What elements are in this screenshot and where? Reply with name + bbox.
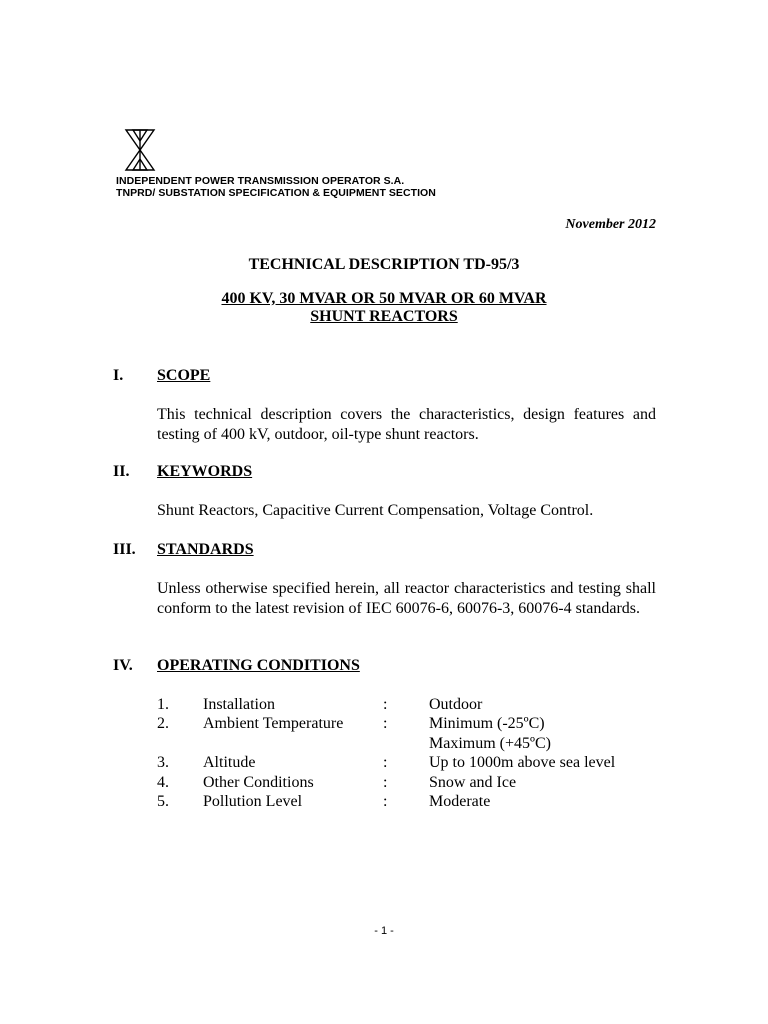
condition-value: Minimum (-25ºC) bbox=[429, 715, 545, 732]
condition-number: 3. bbox=[157, 754, 169, 771]
section-number: III. bbox=[113, 541, 136, 558]
condition-number: 4. bbox=[157, 774, 169, 791]
condition-value: Snow and Ice bbox=[429, 774, 517, 791]
condition-label: Ambient Temperature bbox=[203, 715, 344, 732]
section-number: IV. bbox=[113, 657, 133, 674]
condition-number: 2. bbox=[157, 715, 169, 732]
section-heading-operating-conditions: OPERATING CONDITIONS bbox=[157, 657, 360, 674]
condition-number: 1. bbox=[157, 696, 169, 713]
condition-value: Outdoor bbox=[429, 696, 483, 713]
condition-number: 5. bbox=[157, 793, 169, 810]
condition-value: Up to 1000m above sea level bbox=[429, 754, 616, 771]
section-number: I. bbox=[113, 367, 124, 384]
section-name: TNPRD/ SUBSTATION SPECIFICATION & EQUIPMENT SECTION bbox=[116, 187, 436, 199]
condition-separator: : bbox=[383, 774, 388, 791]
condition-label: Altitude bbox=[203, 754, 256, 771]
document-subtitle-line2: SHUNT REACTORS bbox=[310, 308, 458, 325]
document-subtitle-line1: 400 KV, 30 MVAR OR 50 MVAR OR 60 MVAR bbox=[221, 290, 547, 307]
section-heading-scope: SCOPE bbox=[157, 367, 211, 384]
condition-label: Installation bbox=[203, 696, 275, 713]
condition-separator: : bbox=[383, 715, 388, 732]
condition-label: Pollution Level bbox=[203, 793, 303, 810]
section-number: II. bbox=[113, 463, 130, 480]
condition-separator: : bbox=[383, 754, 388, 771]
condition-value: Maximum (+45ºC) bbox=[429, 735, 551, 752]
document-date: November 2012 bbox=[565, 217, 656, 232]
condition-separator: : bbox=[383, 793, 388, 810]
condition-separator: : bbox=[383, 696, 388, 713]
section-body-keywords: Shunt Reactors, Capacitive Current Compensation, Voltage Control. bbox=[157, 502, 594, 519]
condition-label: Other Conditions bbox=[203, 774, 314, 791]
organization-name: INDEPENDENT POWER TRANSMISSION OPERATOR S.A. bbox=[116, 175, 405, 187]
ipto-logo-icon bbox=[124, 128, 156, 172]
section-heading-standards: STANDARDS bbox=[157, 541, 254, 558]
section-body-scope: This technical description covers the characteristics, design features and testing of 400 kV, outdoor, oil-type shunt reactors. bbox=[157, 406, 656, 443]
document-title: TECHNICAL DESCRIPTION TD-95/3 bbox=[248, 256, 520, 273]
section-body-standards: Unless otherwise specified herein, all reactor characteristics and testing shall conform to the latest revision of IEC 60076-6, 60076-3, 60076-4 standards. bbox=[157, 580, 656, 617]
condition-value: Moderate bbox=[429, 793, 491, 810]
page-number: - 1 - bbox=[374, 925, 394, 937]
section-heading-keywords: KEYWORDS bbox=[157, 463, 253, 480]
